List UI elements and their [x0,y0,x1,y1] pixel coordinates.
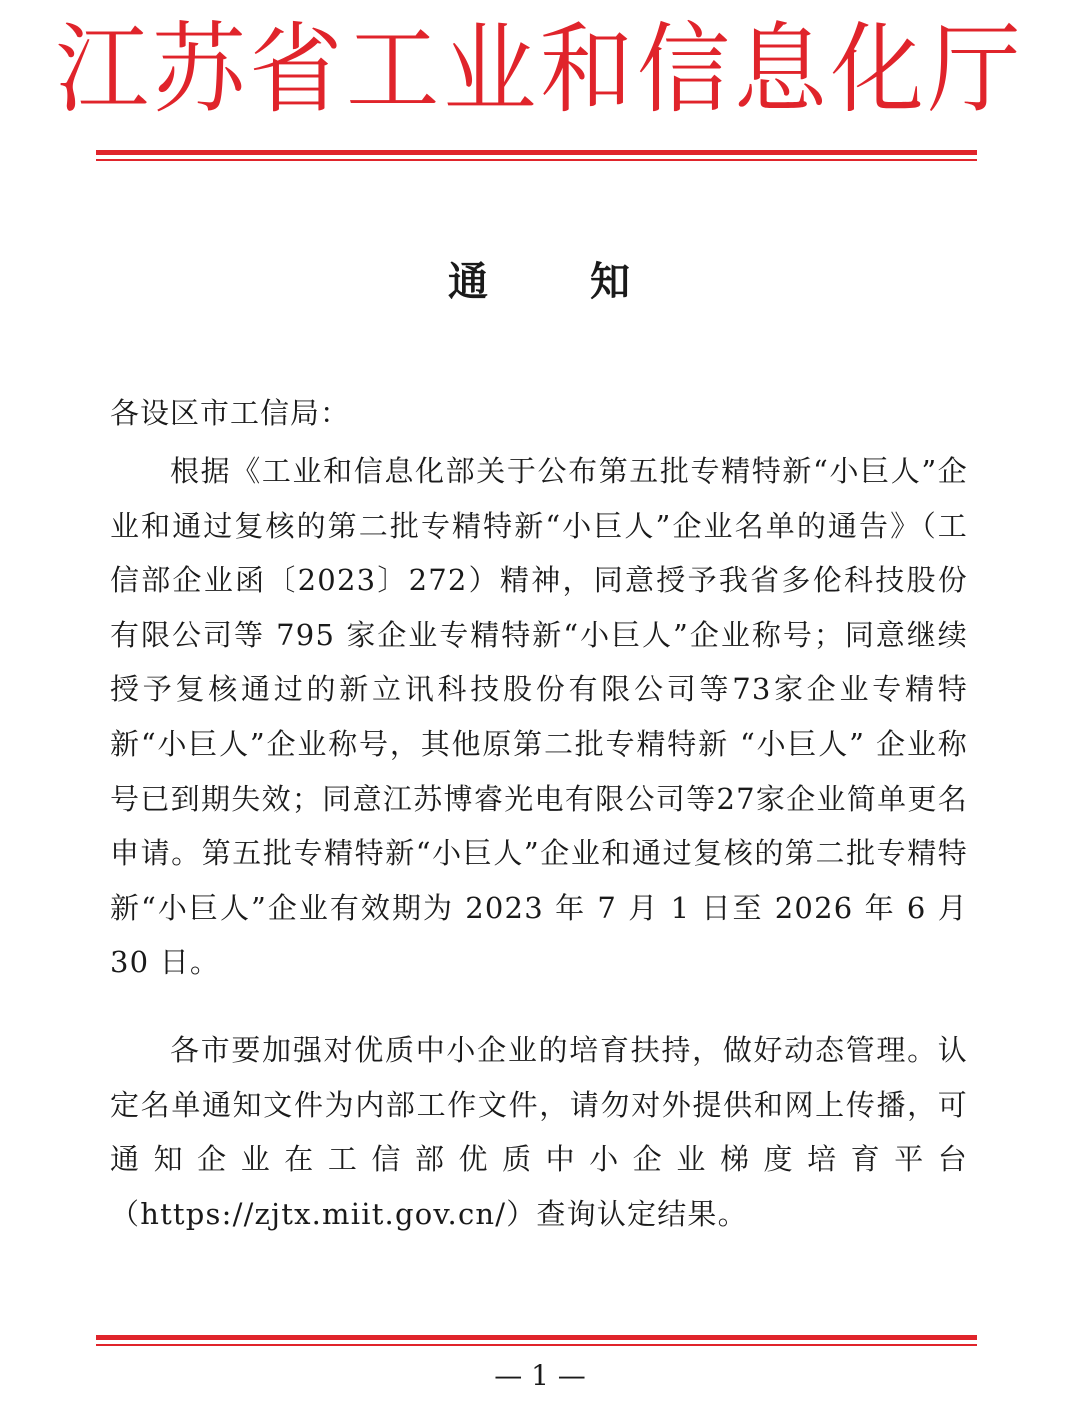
page-number: — 1 — [494,1359,586,1392]
agency-letterhead-title: 江苏省工业和信息化厅 [55,13,1025,127]
footer-divider-thick [96,1335,977,1340]
body-paragraph: 根据《工业和信息化部关于公布第五批专精特新“小巨人”企业和通过复核的第二批专精特新“小巨人”企业名单的通告》（工信部企业函〔2023〕272）精神，同意授予我省多伦科技股份有限公司等 795 家企业专精特新“小巨人”企业称号；同意继续授予复核通过的新立讯科技股份有限公司等73家企业专精特新“小巨人”企业称号，其他原第二批专精特新 “小巨人” 企业称号已到期失效；同意江苏博睿光电有限公司等27家企业简单更名申请。第五批专精特新“小巨人”企业和通过复核的第二批专精特新“小巨人”企业有效期为 2023 年 7 月 1 日至 2026 年 6 月 30 日。 [110,454,968,980]
header-divider-thin [96,159,977,161]
document-title-part-1: 通 [448,258,490,305]
body-paragraph: 各市要加强对优质中小企业的培育扶持，做好动态管理。认定名单通知文件为内部工作文件，请勿对外提供和网上传播，可通知企业在工信部优质中小企业梯度培育平台（https://zjtx.miit.gov.cn/）查询认定结果。 [110,1033,968,1231]
footer-divider-thin [96,1344,977,1346]
document-title-part-2: 知 [590,258,632,305]
header-divider-thick [96,150,977,155]
salutation: 各设区市工信局： [110,396,351,430]
document-title [0,252,1080,312]
